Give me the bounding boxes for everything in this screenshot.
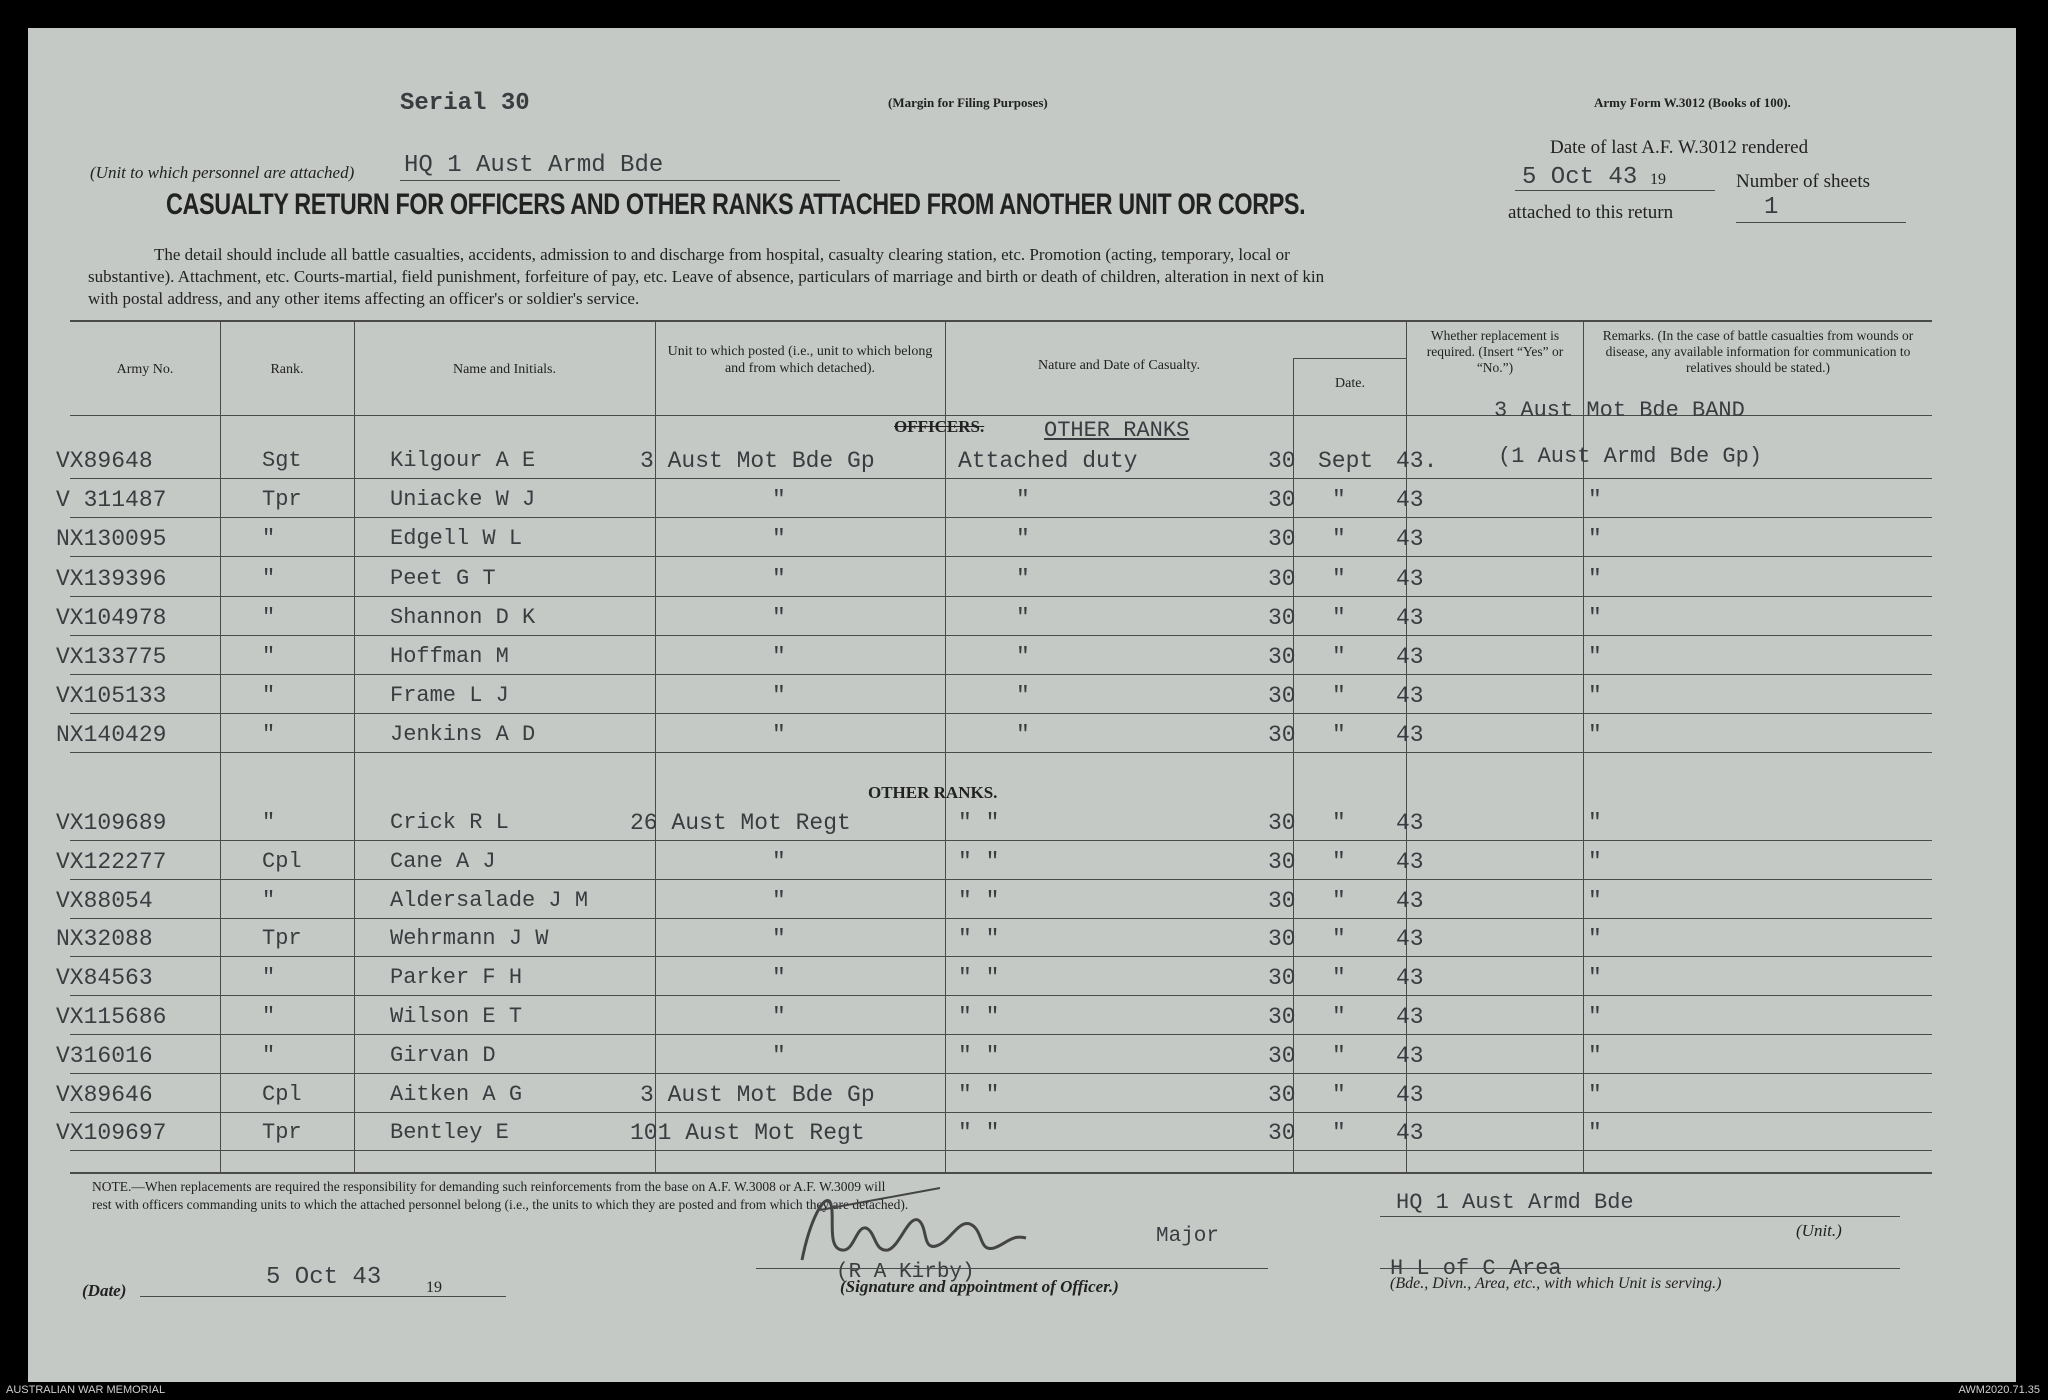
attached-label: attached to this return [1508, 202, 1674, 223]
unit-posted: 3 Aust Mot Bde Gp [640, 1082, 875, 1108]
row-rule [70, 995, 1932, 996]
casualty-nature: " " [958, 926, 1000, 952]
unit-line [400, 180, 840, 181]
unit-posted: " [772, 605, 786, 631]
rank: " [262, 722, 276, 747]
army-number: VX89648 [56, 448, 153, 474]
replacement-note-line-2: rest with officers commanding units to which the attached personnel belong (i.e., the units to which they are posted and from which they are detached). [92, 1197, 909, 1212]
last-rendered-year: 19 [1650, 171, 1666, 188]
unit-posted: 26 Aust Mot Regt [630, 810, 851, 836]
army-number: VX89646 [56, 1082, 153, 1108]
remark: " [1588, 1120, 1602, 1146]
signature-line [756, 1268, 1268, 1269]
row-rule [70, 1112, 1932, 1113]
section-other-ranks-overtyped: OTHER RANKS [1044, 418, 1190, 443]
date-day: 30 [1268, 526, 1296, 552]
date-day: 30 [1268, 566, 1296, 592]
margin-note: (Margin for Filing Purposes) [888, 95, 1048, 110]
unit-posted: " [772, 926, 786, 952]
table-top-line [70, 320, 1932, 322]
unit-posted: " [772, 566, 786, 592]
name-initials: Wehrmann J W [390, 926, 549, 951]
unit-posted: " [772, 888, 786, 914]
date-month: " [1332, 849, 1346, 875]
date-year: 43 [1396, 888, 1424, 914]
date-year: 43 [1396, 1082, 1424, 1108]
remark: " [1588, 849, 1602, 875]
casualty-nature: " [1016, 722, 1030, 748]
col-header-replacement: Whether replacement is required. (Insert “Yes” or “No.”) [1426, 328, 1564, 376]
unit-footer-label: (Unit.) [1796, 1221, 1842, 1240]
instructions-line-2: substantive). Attachment, etc. Courts-martial, field punishment, forfeiture of pay, etc. Leave of absence, particulars of marriage and birth or death of children, alteration in next of kin [88, 267, 1325, 286]
rank: Cpl [262, 849, 302, 874]
unit-label: (Unit to which personnel are attached) [90, 163, 355, 182]
date-month: " [1332, 1004, 1346, 1030]
date-year: 43 [1396, 849, 1424, 875]
casualty-nature: " [1016, 487, 1030, 513]
date-month: " [1332, 1043, 1346, 1069]
date-year: 43 [1396, 683, 1424, 709]
army-number: NX140429 [56, 722, 167, 748]
date-year: 43 [1396, 965, 1424, 991]
name-initials: Aitken A G [390, 1082, 523, 1107]
name-initials: Hoffman M [390, 644, 509, 669]
casualty-nature: " [1016, 526, 1030, 552]
rank: Tpr [262, 1120, 302, 1145]
unit-posted: " [772, 1004, 786, 1030]
army-number: V 311487 [56, 487, 167, 513]
sheets-value: 1 [1764, 194, 1779, 221]
rank: Cpl [262, 1082, 302, 1107]
casualty-nature: " " [958, 810, 1000, 836]
name-initials: Kilgour A E [390, 448, 536, 473]
army-number: NX32088 [56, 926, 153, 952]
date-year: 43 [1396, 566, 1424, 592]
row-rule [70, 840, 1932, 841]
casualty-nature: " [1016, 566, 1030, 592]
date-month: " [1332, 1082, 1346, 1108]
remark: " [1588, 566, 1602, 592]
name-initials: Crick R L [390, 810, 509, 835]
name-initials: Jenkins A D [390, 722, 536, 747]
officer-signature [790, 1180, 1050, 1270]
rank: Tpr [262, 487, 302, 512]
casualty-nature: Attached duty [958, 448, 1138, 474]
remark: " [1588, 810, 1602, 836]
date-month: " [1332, 487, 1346, 513]
casualty-nature: " " [958, 888, 1000, 914]
unit-posted: " [772, 1043, 786, 1069]
casualty-nature: " " [958, 1004, 1000, 1030]
col-header-nature: Nature and Date of Casualty. [1038, 358, 1200, 373]
date-year: 43 [1396, 605, 1424, 631]
row-rule [70, 713, 1932, 714]
instructions-line-1: The detail should include all battle casualties, accidents, admission to and discharge from hospital, casualty clearing station, etc. Promotion (acting, temporary, local or [154, 245, 1290, 264]
row-rule [70, 596, 1932, 597]
date-month: " [1332, 526, 1346, 552]
name-initials: Bentley E [390, 1120, 509, 1145]
row-rule [70, 674, 1932, 675]
rank: " [262, 683, 276, 708]
remark: " [1588, 487, 1602, 513]
col-header-unit: Unit to which posted (i.e., unit to which belong and from which detached). [667, 344, 933, 376]
row-rule [70, 1073, 1932, 1074]
casualty-nature: " " [958, 965, 1000, 991]
officer-name: (R A Kirby) [836, 1261, 975, 1284]
date-month: Sept [1318, 448, 1374, 474]
area-label: (Bde., Divn., Area, etc., with which Unit is serving.) [1390, 1275, 1722, 1292]
row-rule [70, 1150, 1932, 1151]
army-number: VX104978 [56, 605, 167, 631]
section-officers: OFFICERS. [894, 417, 985, 436]
date-month: " [1332, 810, 1346, 836]
rank: " [262, 644, 276, 669]
army-number: VX84563 [56, 965, 153, 991]
col-header-army-no: Army No. [116, 362, 174, 377]
date-day: 30 [1268, 644, 1296, 670]
casualty-nature: " " [958, 1082, 1000, 1108]
name-initials: Cane A J [390, 849, 496, 874]
unit-posted: " [772, 683, 786, 709]
date-year: 43 [1396, 810, 1424, 836]
remark: " [1588, 605, 1602, 631]
date-year: 43 [1396, 722, 1424, 748]
remark-group-note: (1 Aust Armd Bde Gp) [1498, 444, 1763, 469]
name-initials: Shannon D K [390, 605, 536, 630]
date-day: 30 [1268, 810, 1296, 836]
date-day: 30 [1268, 888, 1296, 914]
serial-number: Serial 30 [400, 90, 530, 117]
name-initials: Wilson E T [390, 1004, 523, 1029]
date-day: 30 [1268, 1082, 1296, 1108]
date-month: " [1332, 566, 1346, 592]
col-header-remarks: Remarks. (In the case of battle casualties from wounds or disease, any available information for communication to relatives should be stated.) [1602, 328, 1914, 376]
col-header-name: Name and Initials. [452, 362, 557, 377]
date-month: " [1332, 926, 1346, 952]
row-rule [70, 1034, 1932, 1035]
name-initials: Parker F H [390, 965, 523, 990]
date-day: 30 [1268, 849, 1296, 875]
unit-posted: " [772, 487, 786, 513]
area-line [1380, 1268, 1900, 1269]
sheets-line [1736, 222, 1906, 223]
casualty-nature: " " [958, 1120, 1000, 1146]
date-day: 30 [1268, 605, 1296, 631]
unit-posted: " [772, 722, 786, 748]
unit-posted: " [772, 644, 786, 670]
army-number: NX130095 [56, 526, 167, 552]
date-year: 43 [1396, 487, 1424, 513]
nature-subheader-line [1294, 358, 1406, 359]
date-year: 43 [1396, 926, 1424, 952]
army-number: VX139396 [56, 566, 167, 592]
date-day: 30 [1268, 722, 1296, 748]
rank: " [262, 1043, 276, 1068]
table-bottom-line [70, 1172, 1932, 1174]
date-month: " [1332, 1120, 1346, 1146]
instructions-line-3: with postal address, and any other items affecting an officer's or soldier's service. [88, 289, 640, 308]
remark: " [1588, 683, 1602, 709]
section-other-ranks: OTHER RANKS. [868, 783, 998, 802]
last-rendered-date: 5 Oct 43 [1522, 164, 1638, 191]
unit-posted: " [772, 849, 786, 875]
col-header-date: Date. [1335, 376, 1365, 391]
unit-footer-line [1380, 1216, 1900, 1217]
col-header-rank: Rank. [270, 362, 304, 377]
sheets-label: Number of sheets [1736, 171, 1871, 192]
row-rule [70, 752, 1932, 753]
row-rule [70, 635, 1932, 636]
last-rendered-line [1515, 190, 1715, 191]
row-rule [70, 918, 1932, 919]
date-line [140, 1296, 506, 1297]
area-value: H L of C Area [1390, 1256, 1562, 1281]
date-value: 5 Oct 43 [266, 1264, 382, 1291]
form-title: CASUALTY RETURN FOR OFFICERS AND OTHER RANKS ATTACHED FROM ANOTHER UNIT OR CORPS. [166, 188, 1306, 221]
rank: " [262, 1004, 276, 1029]
rank: " [262, 605, 276, 630]
col-divider-2 [354, 320, 355, 1172]
unit-footer-value: HQ 1 Aust Armd Bde [1396, 1190, 1634, 1215]
casualty-nature: " [1016, 644, 1030, 670]
date-month: " [1332, 644, 1346, 670]
remark: " [1588, 965, 1602, 991]
remark: " [1588, 1082, 1602, 1108]
remark-band-note: 3 Aust Mot Bde BAND [1494, 398, 1745, 423]
last-rendered-label: Date of last A.F. W.3012 rendered [1550, 137, 1809, 158]
name-initials: Peet G T [390, 566, 496, 591]
archive-reference: AWM2020.71.35 [1958, 1384, 2040, 1396]
unit-posted: 3 Aust Mot Bde Gp [640, 448, 875, 474]
rank: " [262, 965, 276, 990]
row-rule [70, 956, 1932, 957]
signature-label: (Signature and appointment of Officer.) [840, 1277, 1119, 1296]
army-number: VX133775 [56, 644, 167, 670]
remark: " [1588, 1004, 1602, 1030]
date-year: 43 [1396, 644, 1424, 670]
casualty-nature: " " [958, 1043, 1000, 1069]
date-month: " [1332, 683, 1346, 709]
name-initials: Frame L J [390, 683, 509, 708]
date-day: 30 [1268, 965, 1296, 991]
date-day: 30 [1268, 683, 1296, 709]
name-initials: Aldersalade J M [390, 888, 589, 913]
date-day: 30 [1268, 448, 1296, 474]
army-number: VX109689 [56, 810, 167, 836]
form-id: Army Form W.3012 (Books of 100). [1594, 95, 1791, 110]
date-month: " [1332, 605, 1346, 631]
casualty-nature: " [1016, 683, 1030, 709]
unit-posted: " [772, 965, 786, 991]
army-number: V316016 [56, 1043, 153, 1069]
date-month: " [1332, 888, 1346, 914]
date-day: 30 [1268, 1004, 1296, 1030]
remark: " [1588, 722, 1602, 748]
date-year: 43 [1396, 526, 1424, 552]
name-initials: Edgell W L [390, 526, 523, 551]
army-number: VX115686 [56, 1004, 167, 1030]
name-initials: Uniacke W J [390, 487, 536, 512]
army-number: VX88054 [56, 888, 153, 914]
remark: " [1588, 926, 1602, 952]
date-day: 30 [1268, 1043, 1296, 1069]
army-number: VX109697 [56, 1120, 167, 1146]
date-year: 43 [1396, 1004, 1424, 1030]
date-year-suffix: 19 [426, 1279, 442, 1296]
col-divider-1 [220, 320, 221, 1172]
casualty-nature: " [1016, 605, 1030, 631]
archive-credit: AUSTRALIAN WAR MEMORIAL [6, 1384, 166, 1396]
rank: Sgt [262, 448, 302, 473]
remark: " [1588, 526, 1602, 552]
col-divider-4 [945, 320, 946, 1172]
unit-value: HQ 1 Aust Armd Bde [404, 152, 664, 179]
remark: " [1588, 644, 1602, 670]
casualty-nature: " " [958, 849, 1000, 875]
date-month: " [1332, 965, 1346, 991]
date-month: " [1332, 722, 1346, 748]
row-rule [70, 478, 1932, 479]
army-number: VX105133 [56, 683, 167, 709]
date-day: 30 [1268, 926, 1296, 952]
date-label: (Date) [82, 1281, 127, 1300]
row-rule [70, 517, 1932, 518]
rank: " [262, 566, 276, 591]
row-rule [70, 879, 1932, 880]
rank: " [262, 888, 276, 913]
replacement-note-line-1: NOTE.—When replacements are required the responsibility for demanding such reinforcements from the base on A.F. W.3008 or A.F. W.3009 will [92, 1179, 886, 1194]
rank: Tpr [262, 926, 302, 951]
rank: " [262, 810, 276, 835]
date-day: 30 [1268, 1120, 1296, 1146]
army-number: VX122277 [56, 849, 167, 875]
rank: " [262, 526, 276, 551]
date-year: 43. [1396, 448, 1438, 474]
date-year: 43 [1396, 1043, 1424, 1069]
remark: " [1588, 1043, 1602, 1069]
remark: " [1588, 888, 1602, 914]
name-initials: Girvan D [390, 1043, 496, 1068]
unit-posted: 101 Aust Mot Regt [630, 1120, 865, 1146]
row-rule [70, 556, 1932, 557]
unit-posted: " [772, 526, 786, 552]
officer-appointment: Major [1156, 1225, 1220, 1248]
date-day: 30 [1268, 487, 1296, 513]
date-year: 43 [1396, 1120, 1424, 1146]
